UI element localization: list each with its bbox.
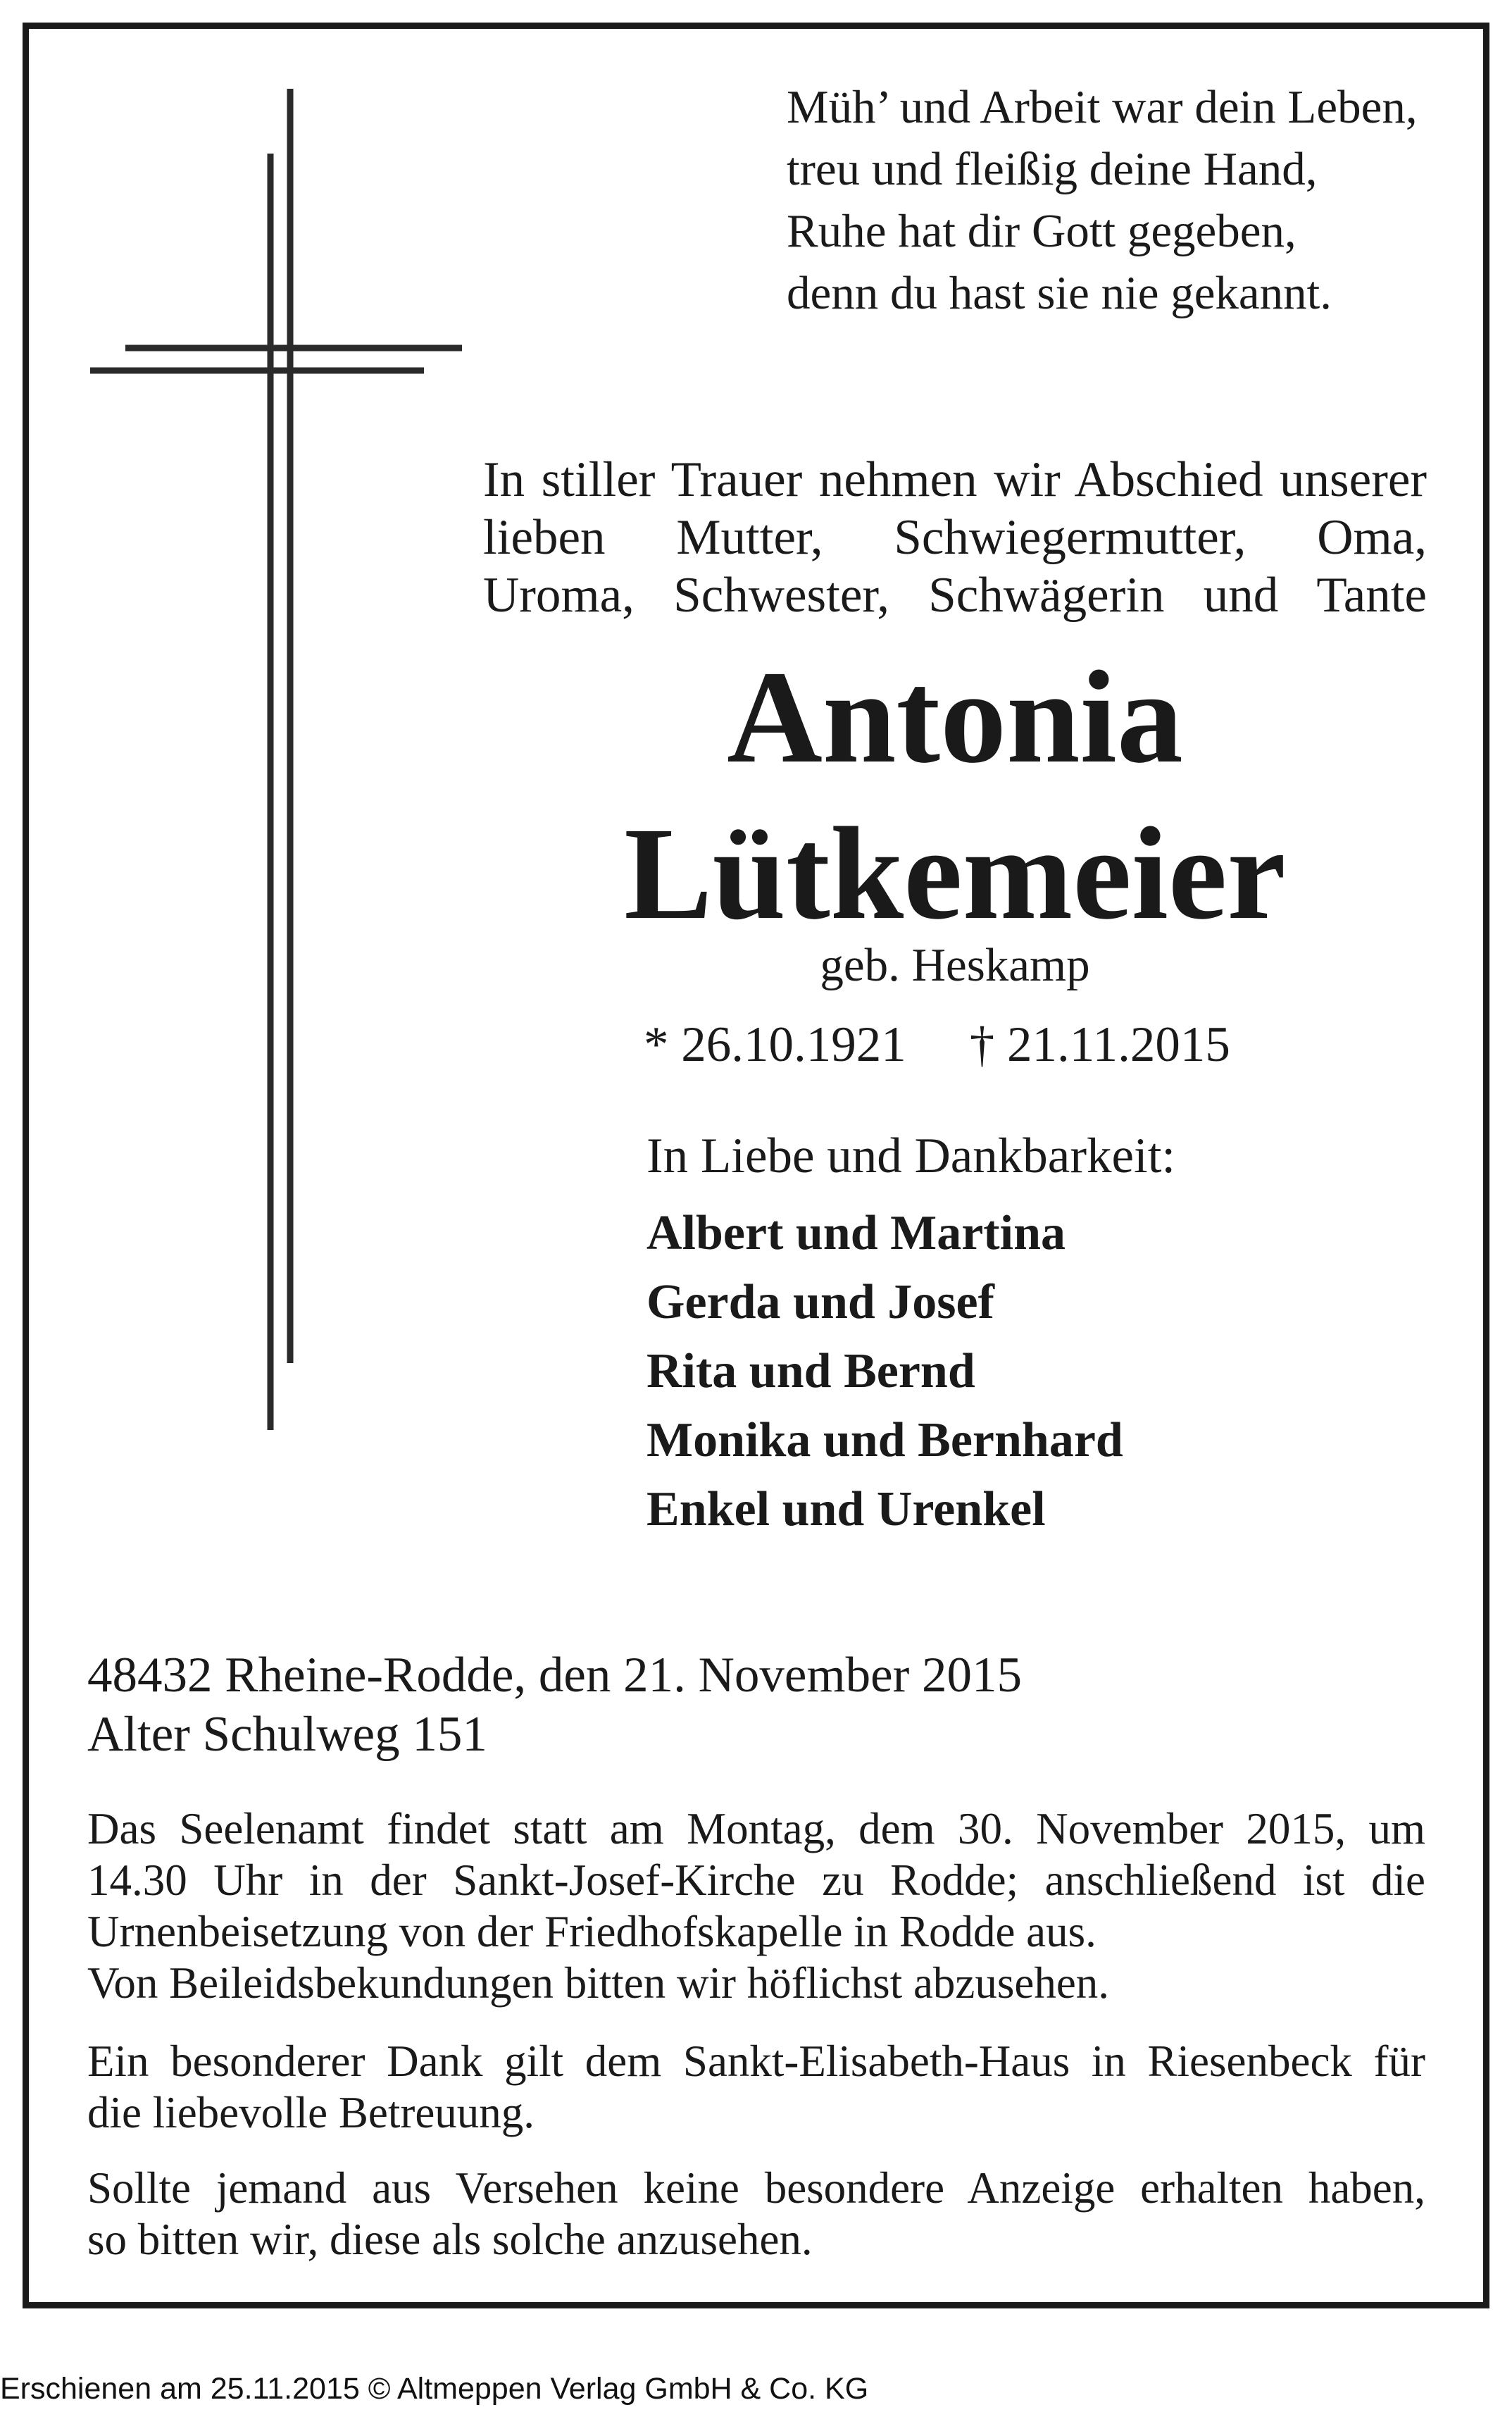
service-line: Das Seelenamt findet statt am Montag, dem 30. November 2015, um: [87, 1804, 1425, 1853]
mourner-name: Enkel und Urenkel: [646, 1482, 1046, 1536]
intro-line: In stiller Trauer nehmen wir Abschied unserer: [483, 452, 1427, 507]
service-line: Von Beileidsbekundungen bitten wir höflichst abzusehen.: [87, 1958, 1110, 2008]
service-notice: [87, 1803, 1425, 2009]
closing-line: so bitten wir, diese als solche anzusehen.: [87, 2215, 813, 2264]
poem-line: Müh’ und Arbeit war dein Leben,: [787, 81, 1418, 133]
service-line: Urnenbeisetzung von der Friedhofskapelle in Rodde aus.: [87, 1907, 1096, 1956]
mourning-intro: [483, 451, 1427, 624]
birth-date: * 26.10.1921: [644, 1017, 906, 1072]
maiden-name: geb. Heskamp: [820, 939, 1090, 991]
street-address: Alter Schulweg 151: [87, 1707, 487, 1762]
death-date: † 21.11.2015: [969, 1017, 1230, 1072]
mourners-intro: In Liebe und Dankbarkeit:: [646, 1129, 1176, 1183]
intro-line: Uroma, Schwester, Schwägerin und Tante: [483, 568, 1427, 623]
deceased-first-name: Antonia: [727, 643, 1183, 790]
deceased-last-name: Lütkemeier: [624, 800, 1286, 947]
publication-footer: Erschienen am 25.11.2015 © Altmeppen Verlag GmbH & Co. KG: [0, 2372, 869, 2406]
life-dates: [644, 1014, 1230, 1075]
mourner-name: Gerda und Josef: [646, 1275, 994, 1329]
service-line: 14.30 Uhr in der Sankt-Josef-Kirche zu Rodde; anschließend ist die: [87, 1855, 1425, 1905]
gratitude-notice: [87, 2036, 1425, 2139]
poem-line: treu und fleißig deine Hand,: [787, 143, 1318, 195]
memorial-poem: [787, 76, 1418, 324]
gratitude-line: die liebevolle Betreuung.: [87, 2088, 535, 2137]
mourner-name: Albert und Martina: [646, 1206, 1066, 1260]
gratitude-line: Ein besonderer Dank gilt dem Sankt-Elisabeth-Haus in Riesenbeck für: [87, 2037, 1425, 2086]
intro-line: lieben Mutter, Schwiegermutter, Oma,: [483, 510, 1427, 565]
closing-notice: [87, 2163, 1425, 2265]
poem-line: denn du hast sie nie gekannt.: [787, 267, 1332, 319]
place-and-date: 48432 Rheine-Rodde, den 21. November 2015: [87, 1648, 1023, 1703]
mourner-name: Monika und Bernhard: [646, 1413, 1123, 1467]
mourners-list: [646, 1199, 1123, 1544]
closing-line: Sollte jemand aus Versehen keine besondere Anzeige erhalten haben,: [87, 2163, 1425, 2213]
address-block: [87, 1646, 1022, 1764]
poem-line: Ruhe hat dir Gott gegeben,: [787, 205, 1297, 257]
mourner-name: Rita und Bernd: [646, 1344, 975, 1398]
